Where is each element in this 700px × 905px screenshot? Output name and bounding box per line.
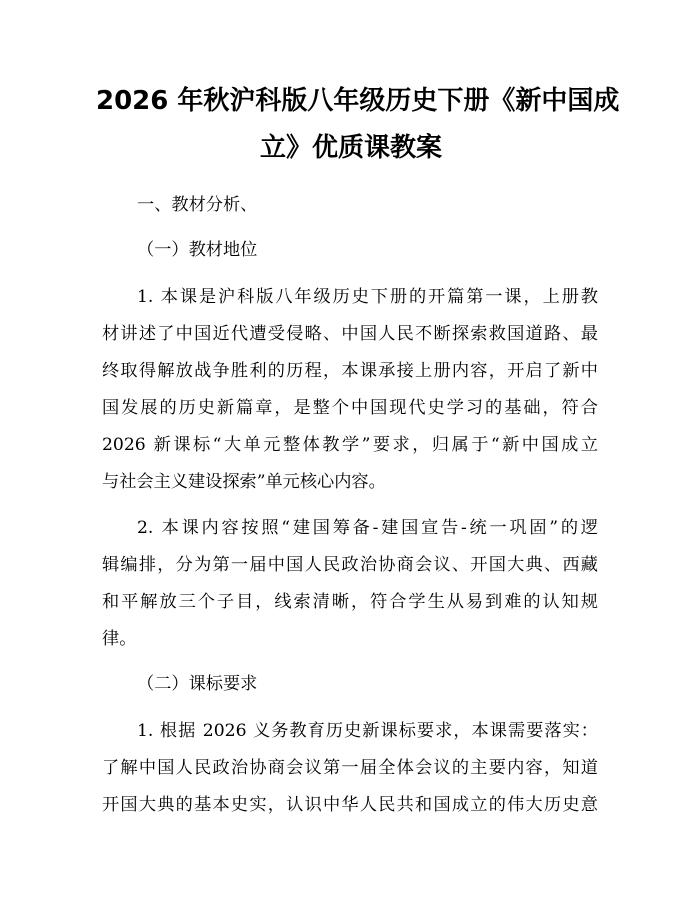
- paragraph-line: 了解中国人民政治协商会议第一届全体会议的主要内容，知道: [102, 758, 598, 778]
- document-title-line-2: 立》优质课教案: [259, 133, 442, 163]
- paragraph-line: 国发展的历史新篇章，是整个中国现代史学习的基础，符合: [102, 398, 598, 418]
- paragraph-line: 1. 本课是沪科版八年级历史下册的开篇第一课，上册教: [137, 287, 598, 307]
- subsection-heading-textbook-position: （一）教材地位: [137, 240, 258, 260]
- document-title-line-1: 2026 年秋沪科版八年级历史下册《新中国成: [96, 86, 620, 116]
- paragraph-line: 2. 本课内容按照“建国筹备-建国宣告-统一巩固”的逻: [137, 518, 598, 538]
- paragraph-line: 辑编排，分为第一届中国人民政治协商会议、开国大典、西藏: [102, 555, 598, 575]
- paragraph-line: 开国大典的基本史实，认识中华人民共和国成立的伟大历史意: [102, 795, 598, 815]
- paragraph-line: 律。: [102, 629, 137, 649]
- paragraph-line: 2026 新课标“大单元整体教学”要求，归属于“新中国成立: [102, 435, 598, 455]
- paragraph-line: 与社会主义建设探索”单元核心内容。: [102, 472, 386, 492]
- subsection-heading-curriculum-requirements: （二）课标要求: [137, 674, 258, 694]
- paragraph-line: 1. 根据 2026 义务教育历史新课标要求，本课需要落实：: [137, 721, 598, 741]
- section-heading-textbook-analysis: 一、教材分析、: [137, 195, 258, 215]
- paragraph-line: 和平解放三个子目，线索清晰，符合学生从易到难的认知规: [102, 592, 598, 612]
- paragraph-line: 材讲述了中国近代遭受侵略、中国人民不断探索救国道路、最: [102, 324, 598, 344]
- paragraph-line: 终取得解放战争胜利的历程，本课承接上册内容，开启了新中: [102, 361, 598, 381]
